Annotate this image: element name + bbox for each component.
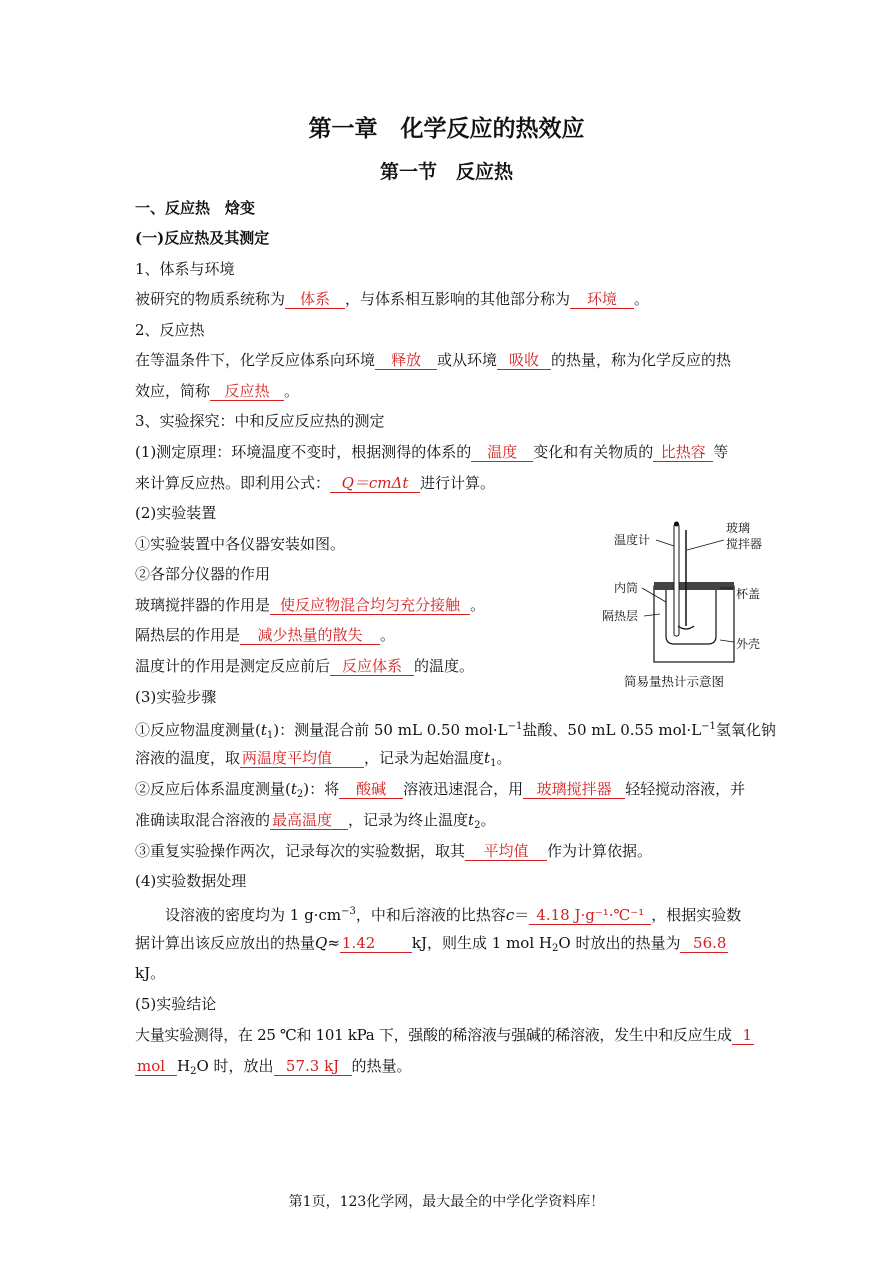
answer-blank: 玻璃搅拌器 (523, 780, 625, 799)
superscript: −1 (507, 721, 523, 732)
label-thermometer: 温度计 (614, 533, 651, 547)
para6-line1 (165, 902, 741, 925)
text: 变化和有关物质的 (533, 443, 654, 461)
text: 或从环境 (437, 351, 498, 369)
var-t: t (260, 721, 267, 739)
answer-blank: 4.18 J·g⁻¹·℃⁻¹ (529, 906, 651, 925)
text: ②反应后体系温度测量( (135, 780, 291, 798)
para5-line1 (135, 717, 776, 746)
text: 氢氧化钠 (715, 721, 776, 739)
text: )：测量混合前 50 mL 0.50 mol·L (273, 721, 508, 739)
answer-blank: 平均值 (465, 842, 547, 861)
text: ，中和后溶液的比热容 (355, 906, 506, 924)
text: ①反应物温度测量( (135, 721, 261, 739)
label-inner-cup: 内筒 (614, 581, 639, 595)
answer-blank: 使反应物混合均匀充分接触 (270, 596, 470, 615)
text: 盐酸、50 mL 0.55 mol·L (522, 721, 702, 739)
var-c: c (505, 906, 515, 924)
text: ，根据实验数 (651, 906, 742, 924)
section-title: 第一节 反应热 (379, 161, 513, 183)
text: 。 (284, 382, 300, 400)
answer-blank: 1.42 (340, 934, 412, 953)
para7-line2 (135, 1056, 412, 1082)
text: 据计算出该反应放出的热量 (135, 934, 316, 952)
answer-blank: 吸收 (497, 351, 551, 370)
label-insulation: 隔热层 (602, 609, 639, 623)
thermometer (674, 524, 679, 636)
text: 来计算反应热。即利用公式： (135, 474, 331, 492)
answer-blank: 释放 (375, 351, 437, 370)
text: ，记录为起始温度 (364, 749, 485, 767)
text: )：将 (303, 780, 340, 798)
para6-line2 (135, 933, 728, 959)
text: ＝ (514, 906, 530, 924)
para6-heading: (4)实验数据处理 (135, 872, 247, 890)
text: 设溶液的密度均为 1 g·cm (165, 906, 342, 924)
label-stirrer-1: 玻璃 (726, 521, 751, 535)
para4-line1: ①实验装置中各仪器安装如图。 (135, 535, 346, 553)
text: 准确读取混合溶液的 (135, 811, 271, 829)
text: 溶液迅速混合，用 (403, 780, 524, 798)
para5-line2 (135, 748, 511, 774)
subscript: 2 (552, 943, 559, 954)
answer-blank: 环境 (570, 290, 634, 309)
text: 溶液的温度，取 (135, 749, 241, 767)
text: 。 (496, 749, 512, 767)
para6-line3: kJ。 (135, 964, 166, 982)
answer-blank: 反应体系 (330, 657, 414, 676)
para1-heading: 1、体系与环境 (135, 260, 235, 278)
para3-heading: 3、实验探究：中和反应反应热的测定 (135, 412, 385, 430)
lid (654, 582, 734, 590)
answer-blank: 体系 (285, 290, 345, 309)
label-stirrer-2: 搅拌器 (726, 537, 763, 551)
formula-answer: Q＝cmΔt (330, 474, 420, 493)
para4-heading: (2)实验装置 (135, 504, 217, 522)
para4-line2: ②各部分仪器的作用 (135, 565, 271, 583)
text: O 时放出的热量为 (558, 934, 681, 952)
para2-heading: 2、反应热 (135, 321, 205, 339)
text: 作为计算依据。 (547, 842, 653, 860)
para4-line5 (135, 656, 474, 676)
calorimeter-diagram (594, 518, 774, 698)
superscript: −1 (701, 721, 716, 732)
text: 温度计的作用是测定反应前后 (135, 657, 331, 675)
text: ≈ (327, 934, 340, 952)
text: 效应，简称 (135, 382, 211, 400)
subscript: 2 (190, 1066, 197, 1077)
figure-caption: 简易量热计示意图 (624, 674, 725, 689)
text: 的热量。 (351, 1057, 412, 1075)
answer-blank: 酸碱 (339, 780, 403, 799)
answer-blank: 温度 (471, 443, 533, 462)
answer-blank: 56.8 (680, 934, 728, 953)
answer-blank: 两温度平均值 (240, 749, 364, 768)
text: 的热量，称为化学反应的热 (551, 351, 732, 369)
text: 在等温条件下，化学反应体系向环境 (135, 351, 376, 369)
para7-heading: (5)实验结论 (135, 995, 217, 1013)
label-lid: 杯盖 (736, 587, 761, 601)
para1-line (135, 289, 649, 309)
text: 被研究的物质系统称为 (135, 290, 286, 308)
heading-2: (一)反应热及其测定 (135, 229, 270, 247)
stirrer-loop (678, 626, 694, 629)
text: 玻璃搅拌器的作用是 (135, 596, 271, 614)
para5-line4 (135, 810, 495, 836)
para2-line1 (135, 350, 731, 370)
thermometer-top (674, 522, 679, 527)
answer-blank: 反应热 (210, 382, 284, 401)
page-footer: 第1页，123化学网，最大最全的中学化学资料库！ (288, 1194, 605, 1210)
answer-blank: mol (135, 1057, 177, 1076)
label-shell: 外壳 (736, 637, 761, 651)
para4-line3 (135, 595, 485, 615)
text: 等 (713, 443, 729, 461)
text: O 时，放出 (196, 1057, 274, 1075)
text: 。 (470, 596, 486, 614)
text: 进行计算。 (420, 474, 496, 492)
text: 。 (634, 290, 650, 308)
text: kJ，则生成 1 mol H (411, 934, 552, 952)
text: (1)测定原理：环境温度不变时，根据测得的体系的 (135, 443, 472, 461)
chapter-title: 第一章 化学反应的热效应 (308, 115, 585, 142)
para5-line3 (135, 779, 745, 805)
text: 。 (480, 811, 496, 829)
subscript: 1 (266, 730, 274, 741)
subscript: 1 (490, 758, 497, 769)
var-t: t (468, 811, 475, 829)
answer-blank: 57.3 kJ (274, 1057, 352, 1076)
superscript: −3 (341, 906, 356, 917)
para7-line1 (135, 1025, 754, 1045)
para2-line2 (135, 381, 299, 401)
var-t: t (290, 780, 297, 798)
text: 大量实验测得，在 25 ℃和 101 kPa 下，强酸的稀溶液与强碱的稀溶液，发生中和反应生成 (135, 1026, 732, 1044)
text: 的温度。 (414, 657, 475, 675)
text: 。 (380, 626, 396, 644)
para5-line5 (135, 841, 652, 861)
var-t: t (484, 749, 491, 767)
para3-line2 (135, 473, 495, 493)
answer-blank: 减少热量的散失 (240, 626, 380, 645)
heading-1: 一、反应热 焓变 (135, 199, 256, 217)
para4-line4 (135, 625, 395, 645)
text: 轻轻搅动溶液，并 (625, 780, 746, 798)
text: 隔热层的作用是 (135, 626, 241, 644)
para3-line1 (135, 442, 728, 462)
var-q: Q (315, 934, 328, 952)
subscript: 2 (296, 789, 304, 800)
subscript: 2 (474, 820, 481, 831)
text: ③重复实验操作两次，记录每次的实验数据，取其 (135, 842, 466, 860)
answer-blank: 1 (732, 1026, 754, 1045)
para5-heading: (3)实验步骤 (135, 688, 217, 706)
text: H (177, 1057, 191, 1075)
text: ，记录为终止温度 (348, 811, 469, 829)
answer-blank: 最高温度 (270, 811, 348, 830)
answer-blank: 比热容 (653, 443, 713, 462)
text: ，与体系相互影响的其他部分称为 (345, 290, 571, 308)
